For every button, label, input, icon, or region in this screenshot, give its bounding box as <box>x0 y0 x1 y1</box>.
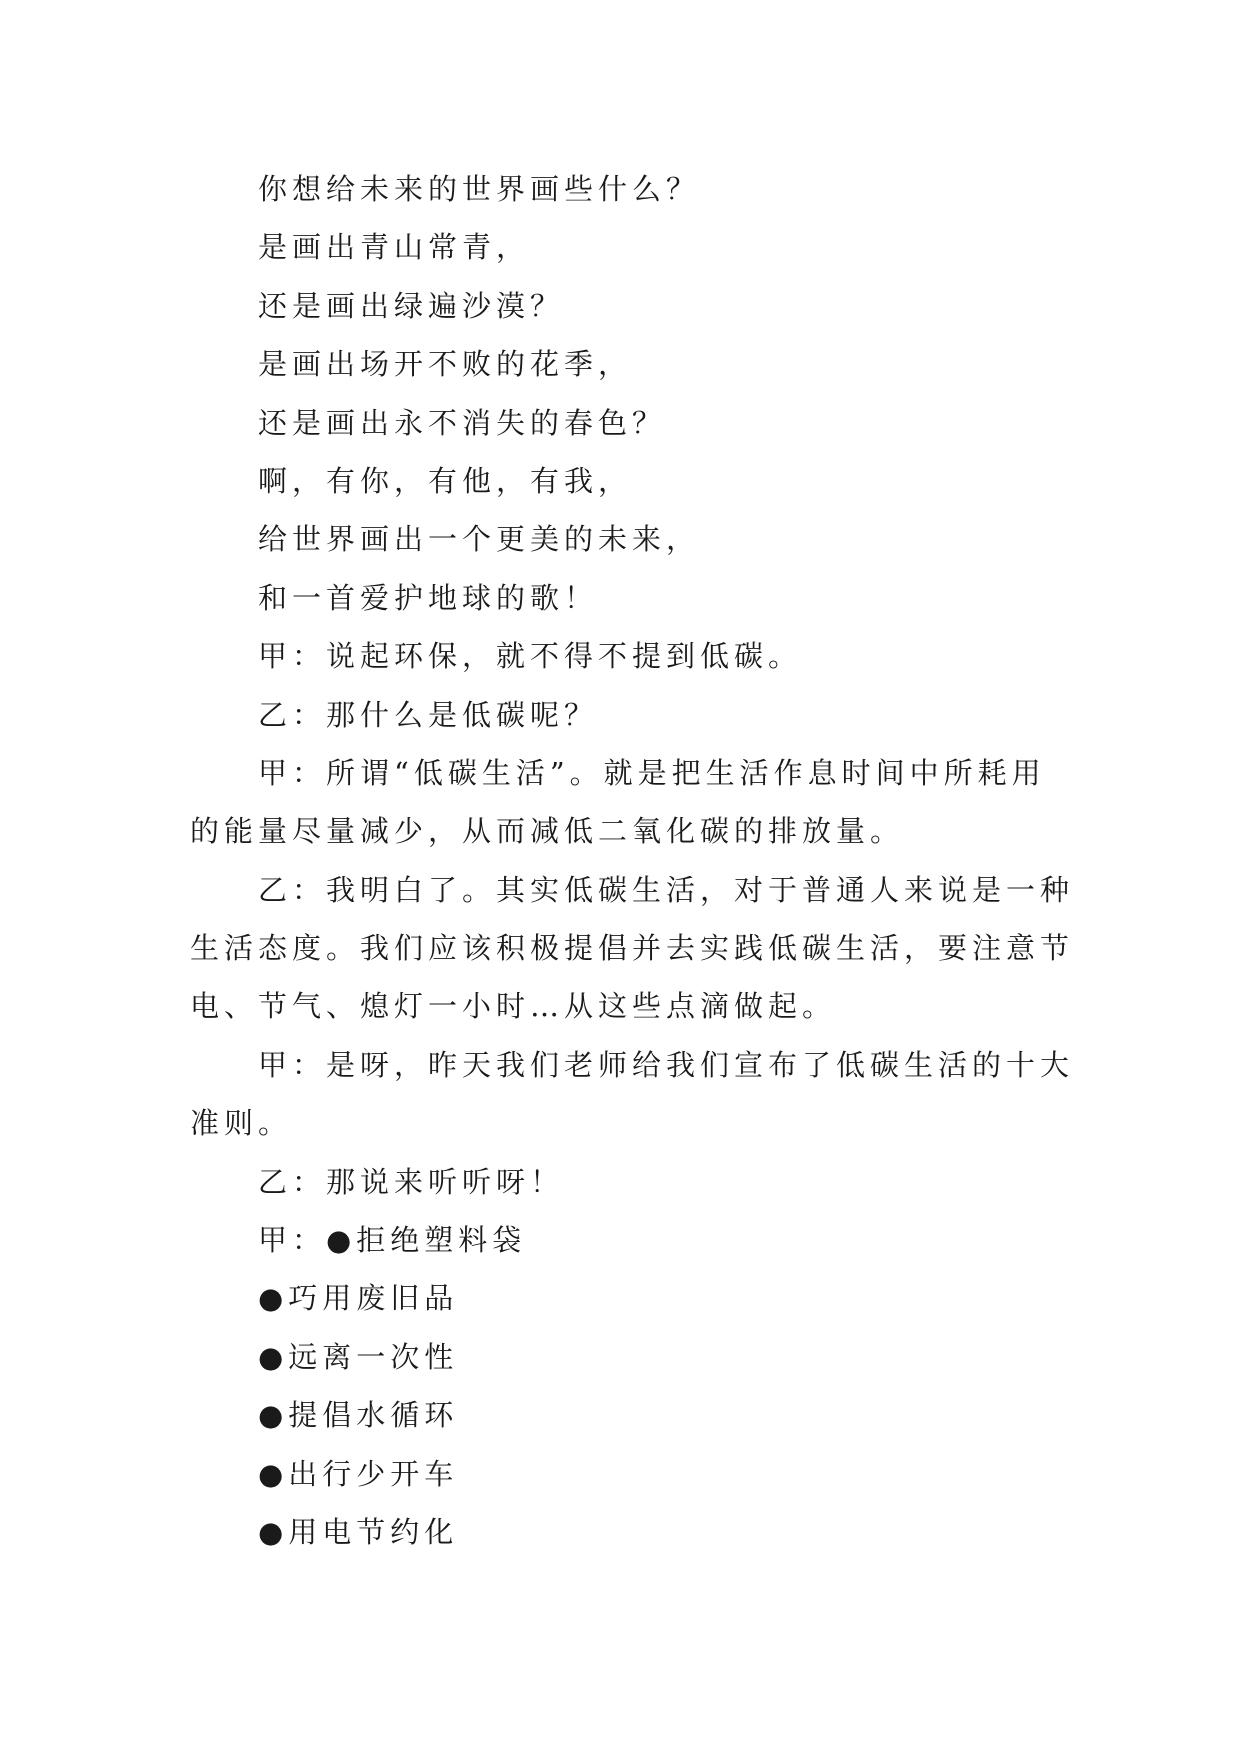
dialogue-line: 生活态度。我们应该积极提倡并去实践低碳生活，要注意节 <box>190 931 1075 966</box>
rule-item: ●出行少开车 <box>258 1456 459 1491</box>
rule-item: ●远离一次性 <box>258 1339 459 1374</box>
rule-item: ●巧用废旧品 <box>258 1281 459 1316</box>
document-page <box>190 160 1075 1561</box>
dialogue-line: 乙：那什么是低碳呢？ <box>258 697 599 732</box>
dialogue-line: 乙：那说来听听呀！ <box>258 1164 565 1199</box>
dialogue-line: 甲：是呀，昨天我们老师给我们宣布了低碳生活的十大 <box>258 1047 1075 1082</box>
dialogue-line: 的能量尽量减少，从而减低二氧化碳的排放量。 <box>190 814 905 849</box>
rule-item: ●用电节约化 <box>258 1514 459 1549</box>
rule-item: 甲：●拒绝塑料袋 <box>258 1223 527 1258</box>
poem-line: 还是画出永不消失的春色？ <box>258 405 667 440</box>
poem-line: 和一首爱护地球的歌！ <box>258 580 599 615</box>
dialogue-line: 甲：所谓“低碳生活”。就是把生活作息时间中所耗用 <box>258 755 1046 790</box>
poem-line: 还是画出绿遍沙漠？ <box>258 288 565 323</box>
dialogue-line: 准则。 <box>190 1106 293 1141</box>
poem-line: 是画出青山常青， <box>258 230 531 265</box>
poem-line: 啊，有你，有他，有我， <box>258 463 633 498</box>
dialogue-line: 甲：说起环保，就不得不提到低碳。 <box>258 639 803 674</box>
poem-line: 给世界画出一个更美的未来， <box>258 522 701 557</box>
poem-line: 是画出场开不败的花季， <box>258 347 633 382</box>
dialogue-line: 电、节气、熄灯一小时…从这些点滴做起。 <box>190 989 837 1024</box>
rule-item: ●提倡水循环 <box>258 1398 459 1433</box>
dialogue-line: 乙：我明白了。其实低碳生活，对于普通人来说是一种 <box>258 872 1075 907</box>
poem-line: 你想给未来的世界画些什么？ <box>258 172 701 206</box>
